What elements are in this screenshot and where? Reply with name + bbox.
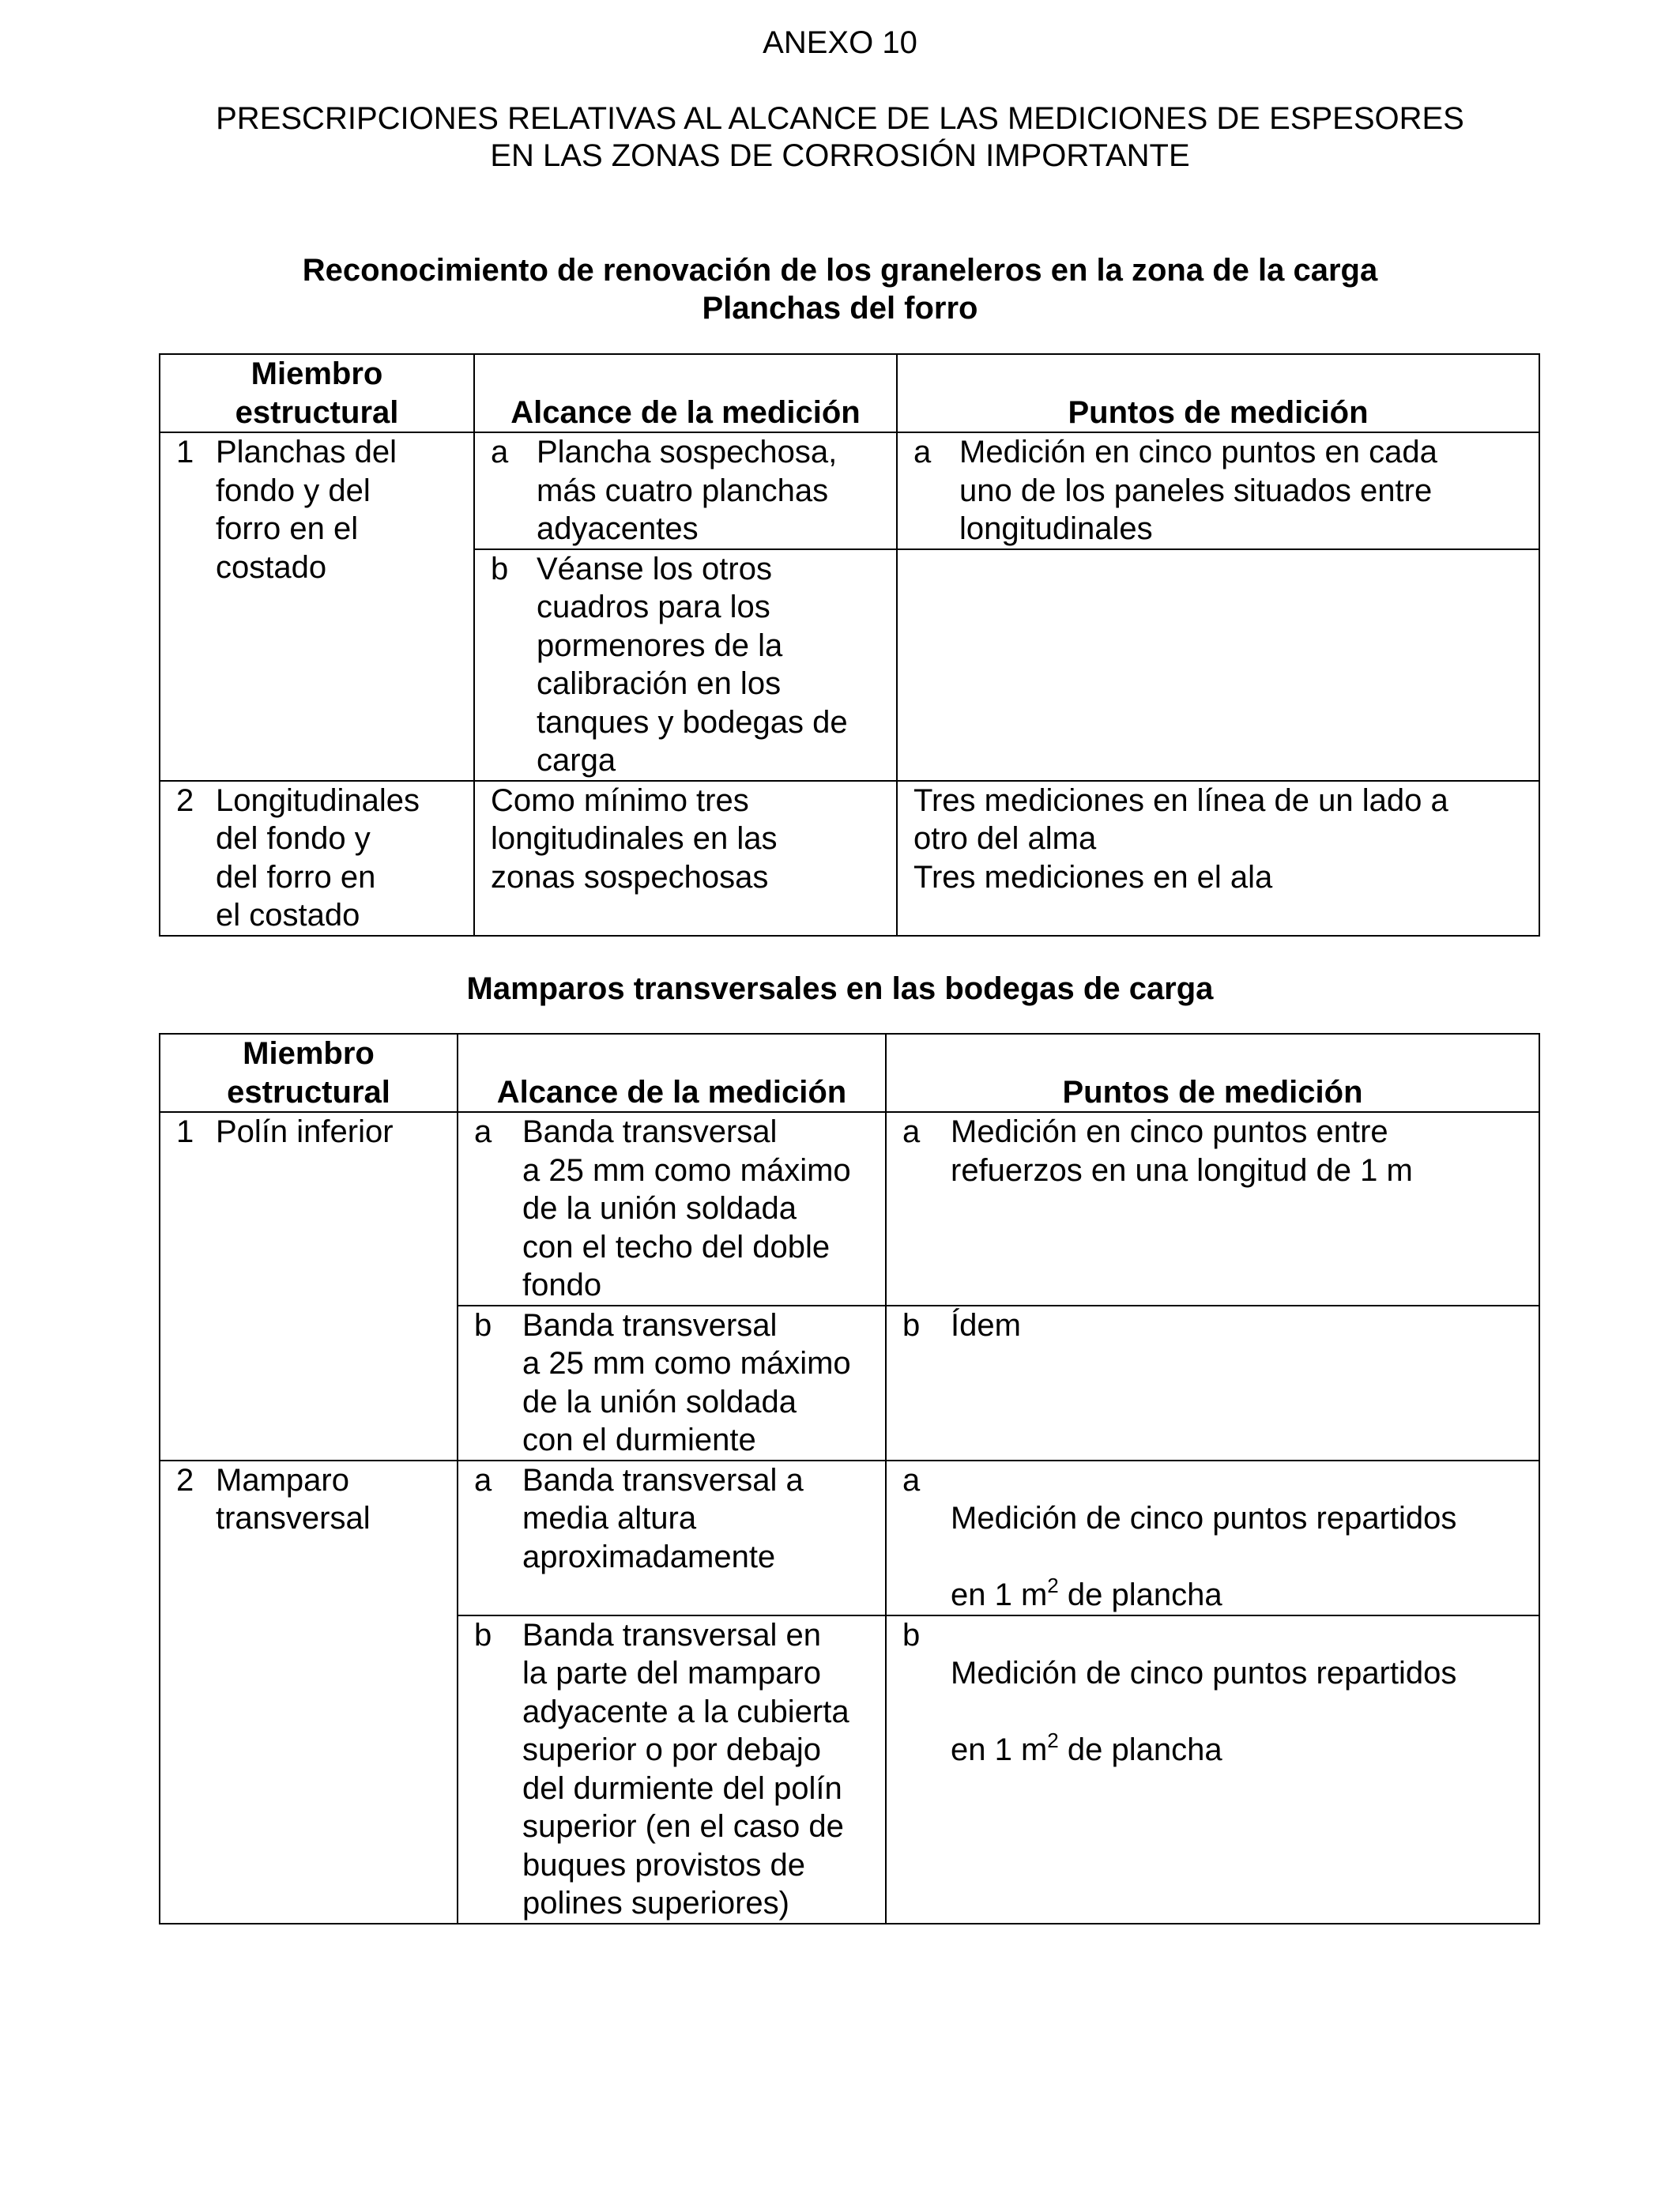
list-item [458,1616,885,1923]
table-header-row [160,354,1539,432]
points-text: Medición en cinco puntos entre refuerzos en una longitud de 1 m [951,1114,1413,1188]
points-line: de plancha [1058,1732,1222,1767]
scope-cell [458,1306,886,1461]
scope-cell [474,549,897,781]
points-cell [886,1112,1539,1306]
points-text [951,1616,1532,1770]
section2-table [159,1033,1540,1924]
points-text: Tres mediciones en línea de un lado a otro del alma Tres mediciones en el ala [913,782,1448,895]
document-heading [0,100,1680,175]
list-item [887,1113,1539,1189]
list-item [160,1461,457,1538]
list-item [458,1113,885,1305]
item-marker: a [913,435,932,469]
item-marker: b [474,1307,492,1343]
points-text: Ídem [951,1307,1021,1343]
item-marker: a [474,1462,492,1498]
table-row [160,781,1539,936]
member-text: Planchas del fondo y del forro en el costado [216,435,397,585]
points-line: de plancha [1058,1578,1222,1612]
item-marker: a [491,435,509,469]
scope-text: Banda transversal a 25 mm como máximo de la unión soldada con el techo del doble fondo [522,1114,851,1302]
item-marker: a [902,1462,921,1498]
row-number: 1 [176,435,194,469]
header-scope-text: Alcance de la medición [496,1074,847,1110]
row-number: 1 [176,1114,194,1149]
section1-table [159,353,1540,937]
item-marker: a [474,1114,492,1149]
points-cell-empty [897,549,1539,781]
heading-line-2: EN LAS ZONAS DE CORROSIÓN IMPORTANTE [490,138,1190,173]
scope-text: Banda transversal a 25 mm como máximo de la unión soldada con el durmiente [522,1307,851,1457]
scope-text: Banda transversal en la parte del mamparo adyacente a la cubierta superior o por debajo del durmiente del polín superior (en el caso de buques provistos de polines superiores) [522,1617,849,1921]
member-text: Mamparo transversal [216,1462,371,1536]
row-number: 2 [176,782,194,818]
scope-text: Como mínimo tres longitudinales en las zonas sospechosas [491,782,778,895]
header-member-text: Miembro estructural [235,356,399,430]
scope-cell [458,1615,886,1924]
item-marker: b [902,1307,921,1343]
section1-title-line-1: Reconocimiento de renovación de los graneleros en la zona de la carga [302,253,1378,288]
member-text: Longitudinales del fondo y del forro en el costado [216,782,420,933]
points-text: Medición en cinco puntos en cada uno de los paneles situados entre longitudinales [959,435,1437,546]
superscript: 2 [1047,1573,1059,1597]
list-item [160,1113,457,1152]
points-line: Medición de cinco puntos repartidos [951,1656,1457,1691]
table-row [160,1461,1539,1615]
list-item [475,550,896,780]
section1-title [0,251,1680,327]
scope-cell [474,781,897,936]
header-member [160,1034,458,1112]
list-item [160,782,473,935]
points-cell [897,432,1539,549]
scope-cell [458,1461,886,1615]
member-cell [160,1112,458,1461]
member-cell [160,432,474,781]
item-marker: b [474,1617,492,1653]
heading-line-1: PRESCRIPCIONES RELATIVAS AL ALCANCE DE LAS MEDICIONES DE ESPESORES [216,101,1464,136]
member-cell [160,1461,458,1924]
points-cell [886,1306,1539,1461]
header-points-text: Puntos de medición [1062,1074,1363,1110]
item-marker: b [491,551,509,586]
list-item [887,1461,1539,1615]
points-line: en 1 m [951,1578,1048,1612]
table-header-row [160,1034,1539,1112]
points-line: Medición de cinco puntos repartidos [951,1501,1457,1536]
list-item [887,1616,1539,1770]
member-text: Polín inferior [216,1114,394,1149]
annex-label: ANEXO 10 [763,25,917,60]
scope-text: Banda transversal a media altura aproximadamente [522,1462,804,1574]
list-item [160,433,473,586]
header-scope [458,1034,886,1112]
header-member-text: Miembro estructural [227,1036,390,1110]
header-scope-text: Alcance de la medición [510,394,861,430]
scope-text: Véanse los otros cuadros para los pormenores de la calibración en los tanques y bodegas de carga [537,551,848,778]
header-points [897,354,1539,432]
points-cell [897,781,1539,936]
member-cell [160,781,474,936]
table-row [160,1112,1539,1306]
section2-title: Mamparos transversales en las bodegas de carga [466,971,1214,1006]
header-member [160,354,474,432]
section1-title-line-2: Planchas del forro [702,291,978,326]
table-row [160,432,1539,549]
list-item [898,433,1539,548]
list-item [458,1306,885,1460]
superscript: 2 [1047,1728,1059,1752]
header-points [886,1034,1539,1112]
item-marker: a [902,1114,921,1149]
row-number: 2 [176,1462,194,1498]
item-marker: b [902,1617,921,1653]
list-item [458,1461,885,1577]
points-text [951,1461,1532,1615]
points-line: en 1 m [951,1732,1048,1767]
points-cell [886,1461,1539,1615]
points-cell [886,1615,1539,1924]
header-scope [474,354,897,432]
list-item [887,1306,1539,1345]
scope-text: Plancha sospechosa, más cuatro planchas adyacentes [537,435,838,546]
scope-cell [458,1112,886,1306]
scope-cell [474,432,897,549]
header-points-text: Puntos de medición [1068,394,1369,430]
list-item [475,433,896,548]
